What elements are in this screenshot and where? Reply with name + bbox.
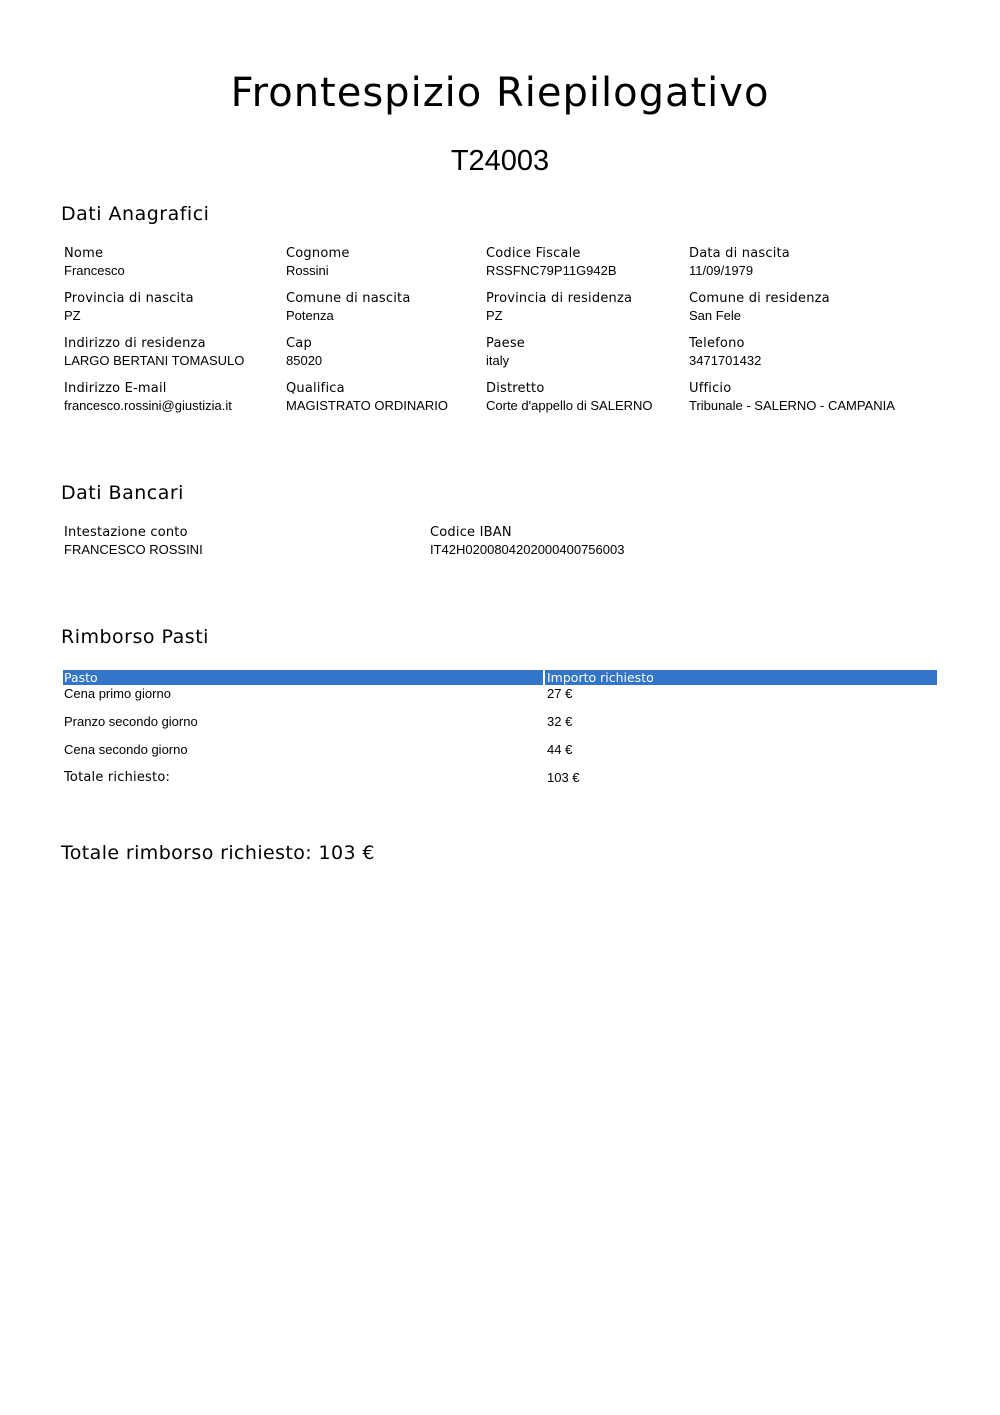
field-value: Francesco [64, 263, 125, 278]
table-cell-importo: 32 € [547, 714, 573, 729]
field-ufficio [689, 381, 895, 414]
field-value: MAGISTRATO ORDINARIO [286, 398, 449, 413]
field-label: Cap [286, 336, 312, 351]
section-heading-anagrafica: Dati Anagrafici [61, 203, 210, 225]
field-value: RSSFNC79P11G942B [486, 263, 617, 278]
field-label: Telefono [689, 336, 745, 351]
total-reimbursement: Totale rimborso richiesto: 103 € [61, 842, 375, 864]
field-value: Corte d'appello di SALERNO [486, 398, 653, 413]
field-qualifica [286, 381, 448, 414]
field-codice-fiscale [486, 246, 617, 279]
section-heading-bancari: Dati Bancari [61, 482, 184, 504]
field-nome [64, 246, 125, 279]
field-label: Codice IBAN [430, 525, 512, 540]
field-value: San Fele [689, 308, 742, 323]
field-provincia-nascita [64, 291, 194, 324]
page-title: Frontespizio Riepilogativo [230, 70, 770, 116]
field-value: FRANCESCO ROSSINI [64, 542, 203, 557]
field-label: Distretto [486, 381, 545, 396]
field-paese [486, 336, 525, 369]
table-total-value: 103 € [547, 770, 580, 785]
field-value: LARGO BERTANI TOMASULO [64, 353, 245, 368]
field-label: Comune di nascita [286, 291, 411, 306]
field-value: PZ [486, 308, 503, 323]
section-heading-pasti: Rimborso Pasti [61, 626, 209, 648]
field-label: Provincia di nascita [64, 291, 194, 306]
table-cell-importo: 27 € [547, 686, 573, 701]
field-distretto [486, 381, 653, 414]
field-cognome [286, 246, 350, 279]
field-data-nascita [689, 246, 790, 279]
field-codice-iban [430, 525, 624, 558]
field-intestazione-conto [64, 525, 203, 558]
field-label: Nome [64, 246, 104, 261]
field-value: IT42H0200804202000400756003 [430, 542, 625, 557]
field-label: Qualifica [286, 381, 345, 396]
field-value: francesco.rossini@giustizia.it [64, 398, 232, 413]
field-label: Intestazione conto [64, 525, 188, 540]
field-value: italy [486, 353, 510, 368]
field-label: Indirizzo E-mail [64, 381, 167, 396]
field-value: 85020 [286, 353, 323, 368]
field-cap [286, 336, 322, 369]
field-label: Cognome [286, 246, 350, 261]
field-label: Ufficio [689, 381, 732, 396]
field-label: Codice Fiscale [486, 246, 581, 261]
field-label: Provincia di residenza [486, 291, 633, 306]
document-code: T24003 [450, 145, 550, 177]
table-header-importo: Importo richiesto [545, 670, 937, 685]
field-value: 11/09/1979 [689, 263, 754, 278]
table-total-label: Totale richiesto: [64, 770, 171, 785]
field-label: Indirizzo di residenza [64, 336, 206, 351]
field-value: Tribunale - SALERNO - CAMPANIA [689, 398, 895, 413]
field-telefono [689, 336, 761, 369]
table-cell-importo: 44 € [547, 742, 573, 757]
table-header-pasto: Pasto [63, 670, 543, 685]
field-label: Paese [486, 336, 525, 351]
field-label: Comune di residenza [689, 291, 830, 306]
field-value: Potenza [286, 308, 334, 323]
field-label: Data di nascita [689, 246, 790, 261]
field-indirizzo-residenza [64, 336, 244, 369]
field-comune-nascita [286, 291, 411, 324]
field-provincia-residenza [486, 291, 632, 324]
field-value: Rossini [286, 263, 329, 278]
field-value: 3471701432 [689, 353, 762, 368]
field-value: PZ [64, 308, 81, 323]
field-email [64, 381, 232, 414]
table-cell-pasto: Cena primo giorno [64, 686, 171, 701]
table-cell-pasto: Cena secondo giorno [64, 742, 188, 757]
table-cell-pasto: Pranzo secondo giorno [64, 714, 198, 729]
field-comune-residenza [689, 291, 830, 324]
